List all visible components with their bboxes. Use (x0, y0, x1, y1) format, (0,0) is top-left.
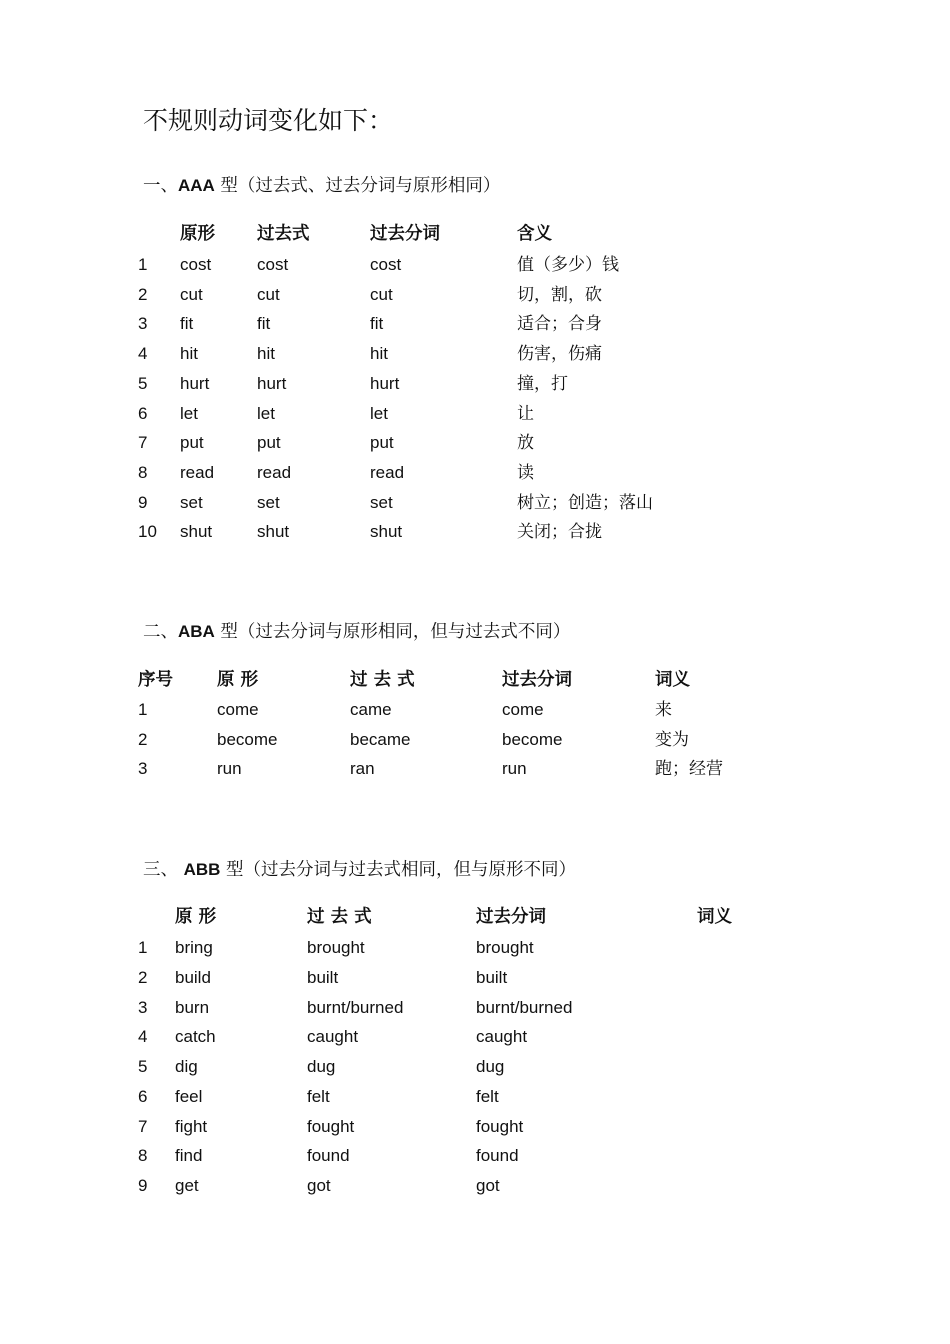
cell-past-tense: dug (307, 1057, 336, 1076)
section-prefix: 三、 (143, 860, 184, 880)
cell-meaning: 撞，打 (517, 374, 568, 394)
header-base-form: 原形 (180, 224, 215, 244)
header-meaning: 词义 (655, 670, 690, 690)
cell-base-form: burn (175, 998, 210, 1017)
cell-past-tense: shut (257, 522, 290, 541)
cell-index: 8 (138, 463, 148, 482)
cell-index: 2 (138, 730, 148, 749)
cell-meaning: 适合；合身 (517, 314, 602, 334)
header-past-tense: 过 去 式 (307, 907, 372, 927)
cell-past-participle: let (370, 404, 388, 423)
cell-past-tense: got (307, 1176, 331, 1195)
cell-past-tense: cost (257, 255, 289, 274)
cell-past-participle: brought (476, 938, 534, 957)
cell-meaning: 来 (655, 700, 672, 720)
header-past-tense: 过 去 式 (350, 670, 415, 690)
cell-meaning: 让 (517, 404, 534, 424)
cell-past-participle: hit (370, 344, 388, 363)
section-description: 型（过去式、过去分词与原形相同） (214, 176, 501, 196)
cell-base-form: bring (175, 938, 213, 957)
cell-past-participle: become (502, 730, 563, 749)
cell-index: 4 (138, 1027, 148, 1046)
cell-index: 7 (138, 433, 148, 452)
cell-base-form: build (175, 968, 211, 987)
cell-meaning: 关闭；合拢 (517, 522, 602, 542)
cell-past-tense: put (257, 433, 281, 452)
cell-past-tense: became (350, 730, 411, 749)
header-base-form: 原 形 (175, 907, 217, 927)
cell-base-form: set (180, 493, 203, 512)
section-code: ABB (183, 860, 221, 879)
cell-meaning: 变为 (655, 730, 689, 750)
header-past-tense: 过去式 (257, 224, 310, 244)
cell-index: 5 (138, 1057, 148, 1076)
section-description: 型（过去分词与过去式相同，但与原形不同） (220, 860, 576, 880)
section-description: 型（过去分词与原形相同，但与过去式不同） (214, 622, 571, 642)
cell-base-form: dig (175, 1057, 198, 1076)
cell-index: 4 (138, 344, 148, 363)
cell-base-form: fit (180, 314, 194, 333)
cell-past-participle: found (476, 1146, 519, 1165)
cell-index: 6 (138, 404, 148, 423)
header-meaning: 含义 (517, 224, 552, 244)
cell-index: 1 (138, 255, 148, 274)
header-past-participle: 过去分词 (502, 670, 572, 690)
cell-index: 8 (138, 1146, 148, 1165)
cell-past-tense: built (307, 968, 339, 987)
cell-index: 2 (138, 968, 148, 987)
cell-index: 2 (138, 285, 148, 304)
cell-past-participle: run (502, 759, 527, 778)
cell-index: 9 (138, 1176, 148, 1195)
section-title-aba (143, 618, 570, 643)
cell-past-participle: fit (370, 314, 384, 333)
cell-index: 3 (138, 759, 148, 778)
cell-base-form: hurt (180, 374, 210, 393)
cell-past-participle: shut (370, 522, 403, 541)
cell-base-form: let (180, 404, 198, 423)
cell-past-tense: cut (257, 285, 280, 304)
cell-base-form: shut (180, 522, 213, 541)
header-past-participle: 过去分词 (370, 224, 440, 244)
cell-past-tense: found (307, 1146, 350, 1165)
cell-base-form: cut (180, 285, 203, 304)
cell-meaning: 值（多少）钱 (517, 255, 619, 275)
cell-past-participle: put (370, 433, 394, 452)
cell-index: 7 (138, 1117, 148, 1136)
cell-base-form: run (217, 759, 242, 778)
cell-index: 10 (138, 522, 157, 541)
cell-past-tense: felt (307, 1087, 330, 1106)
cell-base-form: put (180, 433, 204, 452)
cell-past-tense: let (257, 404, 275, 423)
cell-base-form: get (175, 1176, 199, 1195)
page-title: 不规则动词变化如下： (143, 106, 394, 135)
cell-past-participle: dug (476, 1057, 505, 1076)
cell-past-participle: cost (370, 255, 402, 274)
cell-past-participle: felt (476, 1087, 499, 1106)
header-base-form: 原 形 (217, 670, 259, 690)
cell-meaning: 跑；经营 (655, 759, 723, 779)
cell-past-participle: fought (476, 1117, 524, 1136)
cell-base-form: feel (175, 1087, 203, 1106)
cell-past-participle: set (370, 493, 393, 512)
cell-index: 1 (138, 700, 148, 719)
section-code: ABA (178, 622, 215, 641)
section-prefix: 一、 (143, 176, 178, 196)
cell-base-form: read (180, 463, 215, 482)
cell-past-tense: came (350, 700, 392, 719)
cell-base-form: cost (180, 255, 212, 274)
cell-past-tense: hit (257, 344, 275, 363)
cell-base-form: come (217, 700, 259, 719)
cell-past-tense: set (257, 493, 280, 512)
cell-base-form: become (217, 730, 278, 749)
cell-past-tense: caught (307, 1027, 359, 1046)
cell-index: 6 (138, 1087, 148, 1106)
cell-meaning: 伤害，伤痛 (517, 344, 602, 364)
cell-meaning: 树立；创造；落山 (517, 493, 653, 513)
cell-past-tense: hurt (257, 374, 287, 393)
cell-past-participle: built (476, 968, 508, 987)
cell-base-form: hit (180, 344, 198, 363)
header-meaning: 词义 (697, 907, 732, 927)
section-title-aaa (143, 172, 500, 197)
cell-past-participle: cut (370, 285, 393, 304)
cell-index: 1 (138, 938, 148, 957)
cell-index: 9 (138, 493, 148, 512)
cell-past-tense: read (257, 463, 292, 482)
cell-past-participle: hurt (370, 374, 400, 393)
cell-index: 3 (138, 998, 148, 1017)
cell-meaning: 放 (517, 433, 534, 453)
cell-index: 3 (138, 314, 148, 333)
cell-past-participle: caught (476, 1027, 528, 1046)
cell-past-participle: got (476, 1176, 500, 1195)
cell-base-form: catch (175, 1027, 216, 1046)
cell-base-form: fight (175, 1117, 208, 1136)
header-index: 序号 (138, 670, 173, 690)
section-code: AAA (178, 176, 215, 195)
cell-meaning: 切，割，砍 (517, 285, 602, 305)
cell-past-tense: fit (257, 314, 271, 333)
cell-past-tense: ran (350, 759, 375, 778)
cell-past-tense: brought (307, 938, 365, 957)
cell-past-participle: come (502, 700, 544, 719)
header-past-participle: 过去分词 (476, 907, 546, 927)
cell-base-form: find (175, 1146, 203, 1165)
cell-index: 5 (138, 374, 148, 393)
cell-past-participle: read (370, 463, 405, 482)
cell-past-tense: fought (307, 1117, 355, 1136)
cell-past-tense: burnt/burned (307, 998, 404, 1017)
cell-past-participle: burnt/burned (476, 998, 573, 1017)
section-title-abb (143, 856, 576, 881)
cell-meaning: 读 (517, 463, 534, 483)
section-prefix: 二、 (143, 622, 178, 642)
